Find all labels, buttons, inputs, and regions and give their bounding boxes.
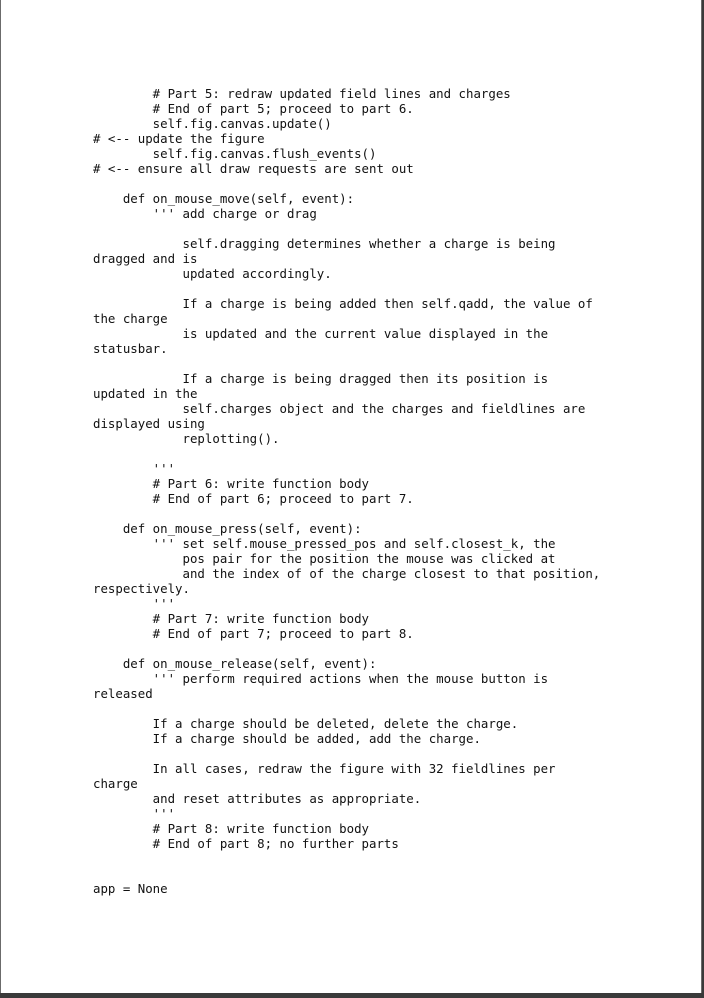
code-line (93, 701, 653, 716)
code-line: is updated and the current value displayed in the (93, 326, 549, 341)
code-line: # End of part 7; proceed to part 8. (93, 626, 414, 641)
code-line: # <-- update the figure (93, 131, 265, 146)
code-line: and the index of of the charge closest to that position, (93, 566, 601, 581)
code-line: self.dragging determines whether a charge is being (93, 236, 556, 251)
code-line: ''' (93, 461, 176, 476)
code-line (93, 356, 653, 371)
code-listing (93, 86, 653, 896)
code-line: updated accordingly. (93, 266, 332, 281)
code-line: # <-- ensure all draw requests are sent out (93, 161, 414, 176)
code-line: ''' set self.mouse_pressed_pos and self.closest_k, the (93, 536, 556, 551)
code-line (93, 221, 653, 236)
code-line (93, 176, 653, 191)
code-line (93, 446, 653, 461)
code-line: If a charge should be added, add the charge. (93, 731, 481, 746)
code-line: def on_mouse_press(self, event): (93, 521, 362, 536)
code-line: the charge (93, 311, 168, 326)
code-line: If a charge is being added then self.qadd, the value of (93, 296, 593, 311)
code-line: # End of part 6; proceed to part 7. (93, 491, 414, 506)
code-line: # End of part 5; proceed to part 6. (93, 101, 414, 116)
code-line: def on_mouse_release(self, event): (93, 656, 377, 671)
code-line: pos pair for the position the mouse was clicked at (93, 551, 556, 566)
code-line: dragged and is (93, 251, 198, 266)
code-line: self.fig.canvas.update() (93, 116, 332, 131)
code-line: self.fig.canvas.flush_events() (93, 146, 377, 161)
code-line: self.charges object and the charges and fieldlines are (93, 401, 586, 416)
code-line: updated in the (93, 386, 198, 401)
code-line: def on_mouse_move(self, event): (93, 191, 355, 206)
code-line: replotting(). (93, 431, 280, 446)
code-line: released (93, 686, 153, 701)
code-line: # End of part 8; no further parts (93, 836, 399, 851)
code-line: ''' (93, 806, 176, 821)
code-line: displayed using (93, 416, 205, 431)
code-line: statusbar. (93, 341, 168, 356)
code-line: In all cases, redraw the figure with 32 fieldlines per (93, 761, 556, 776)
code-line: app = None (93, 881, 168, 896)
code-line (93, 866, 653, 881)
code-line (93, 641, 653, 656)
code-line: # Part 7: write function body (93, 611, 370, 626)
code-line: # Part 8: write function body (93, 821, 370, 836)
code-line: # Part 6: write function body (93, 476, 370, 491)
code-line: If a charge should be deleted, delete the charge. (93, 716, 519, 731)
code-line (93, 506, 653, 521)
code-line: respectively. (93, 581, 190, 596)
code-line: # Part 5: redraw updated field lines and charges (93, 86, 511, 101)
code-line: and reset attributes as appropriate. (93, 791, 422, 806)
code-line (93, 851, 653, 866)
code-line: If a charge is being dragged then its position is (93, 371, 549, 386)
code-line: ''' (93, 596, 176, 611)
code-line (93, 746, 653, 761)
code-line (93, 281, 653, 296)
code-line: ''' add charge or drag (93, 206, 317, 221)
code-line: ''' perform required actions when the mouse button is (93, 671, 549, 686)
code-line: charge (93, 776, 138, 791)
